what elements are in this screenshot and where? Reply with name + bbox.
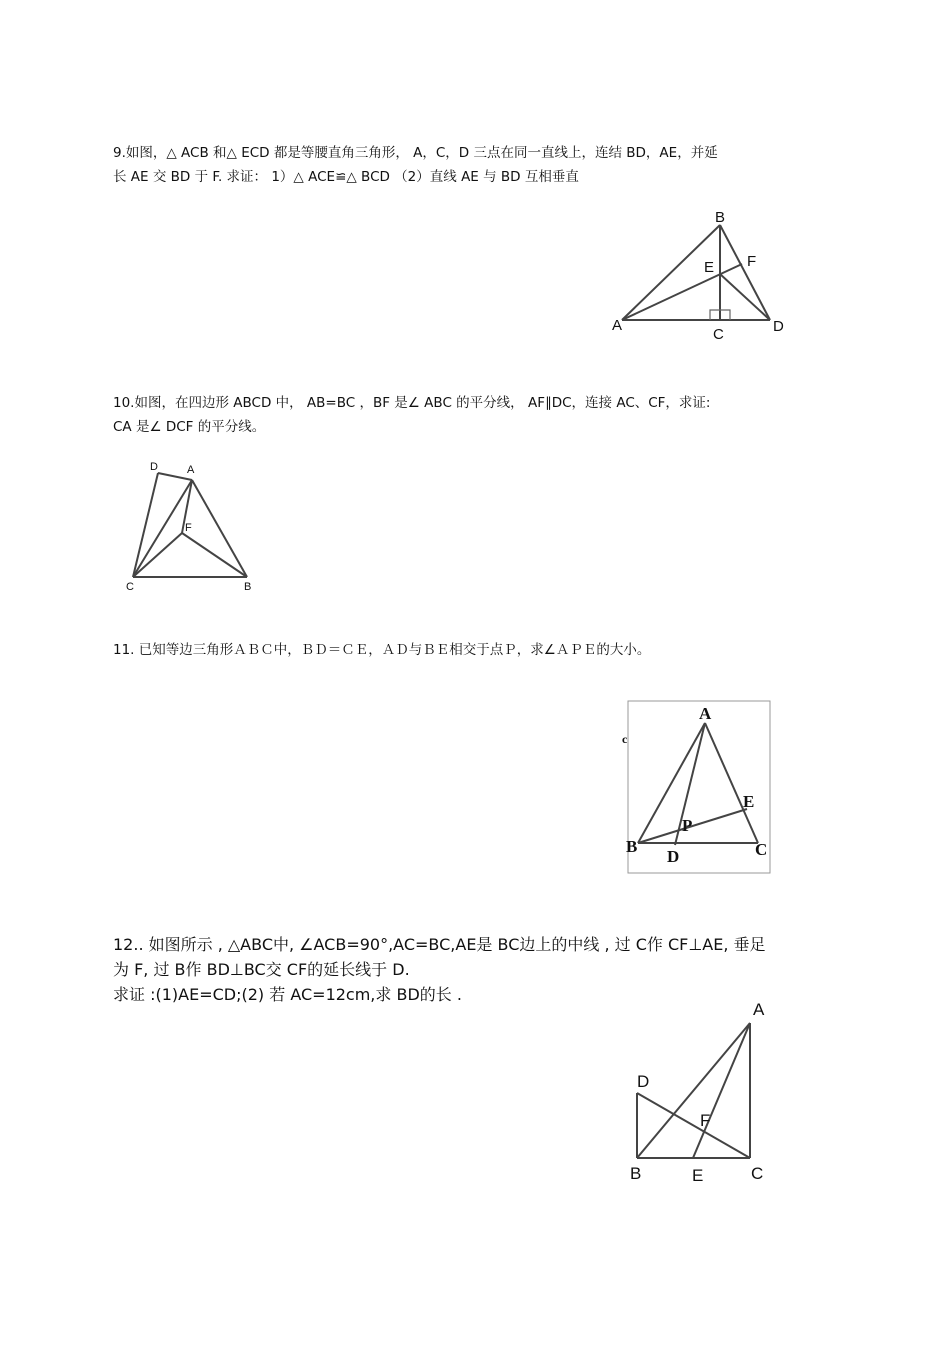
seg-AC [705, 723, 758, 843]
label-A: A [699, 704, 712, 723]
label-E: E [704, 259, 715, 276]
label-D: D [637, 1072, 650, 1091]
problem-11-line1: 11. 已知等边三角形ＡＢＣ中，ＢＤ＝ＣＥ，ＡＤ与ＢＥ相交于点Ｐ，求∠ＡＰＥ的大小。 [113, 642, 651, 658]
figure-9 [600, 200, 800, 350]
seg-DC [133, 473, 158, 577]
problem-9 [113, 141, 838, 189]
label-B: B [244, 581, 252, 593]
seg-BD [720, 225, 770, 320]
label-C: C [755, 840, 768, 859]
label-D: D [773, 318, 784, 335]
problem-9-line2: 长 AE 交 BD 于 F. 求证： 1）△ ACE≌△ BCD （2）直线 AE 与 BD 互相垂直 [113, 169, 579, 185]
seg-AE [693, 1023, 750, 1158]
label-E: E [743, 792, 755, 811]
problem-10-line2: CA 是∠ DCF 的平分线。 [113, 419, 266, 435]
label-C: C [713, 326, 724, 343]
figure-11-frame [628, 701, 770, 873]
seg-FC [133, 533, 182, 577]
label-C: C [126, 581, 134, 593]
label-P: P [682, 816, 693, 835]
seg-AB [192, 480, 247, 577]
figure-12 [620, 995, 780, 1190]
problem-12-line3: 求证 :(1)AE=CD;(2) 若 AC=12cm,求 BD的长 . [113, 985, 462, 1004]
label-A: A [612, 317, 623, 334]
problem-10 [113, 391, 838, 439]
seg-AF [622, 264, 742, 320]
problem-12-line1: 12.. 如图所示 , △ABC中, ∠ACB=90°,AC=BC,AE是 BC边上的中线 , 过 C作 CF⊥AE, 垂足 [113, 935, 766, 954]
label-D: D [667, 847, 680, 866]
label-B: B [630, 1164, 642, 1183]
seg-FB [182, 533, 247, 577]
seg-ED [720, 274, 770, 320]
label-B: B [715, 209, 726, 226]
figure-11 [620, 695, 780, 880]
label-A: A [187, 464, 195, 476]
problem-9-line1: 9.如图，△ ACB 和△ ECD 都是等腰直角三角形， A，C，D 三点在同一直线上，连结 BD，AE，并延 [113, 145, 718, 161]
label-B: B [626, 837, 638, 856]
problem-12-line2: 为 F, 过 B作 BD⊥BC交 CF的延长线于 D. [113, 960, 410, 979]
label-margin-mark: c [622, 732, 628, 746]
label-D: D [150, 461, 158, 473]
figure-10 [120, 455, 270, 600]
label-F: F [747, 253, 757, 270]
label-A: A [753, 1000, 765, 1019]
problem-10-line1: 10.如图，在四边形 ABCD 中， AB=BC ，BF 是∠ ABC 的平分线， AF∥DC，连接 AC、CF，求证: [113, 395, 711, 411]
label-C: C [751, 1164, 764, 1183]
problem-11 [113, 638, 838, 662]
label-E: E [692, 1166, 704, 1185]
seg-DC [637, 1093, 750, 1158]
label-F: F [185, 522, 192, 534]
label-F: F [700, 1111, 711, 1130]
seg-AB [637, 1023, 750, 1158]
